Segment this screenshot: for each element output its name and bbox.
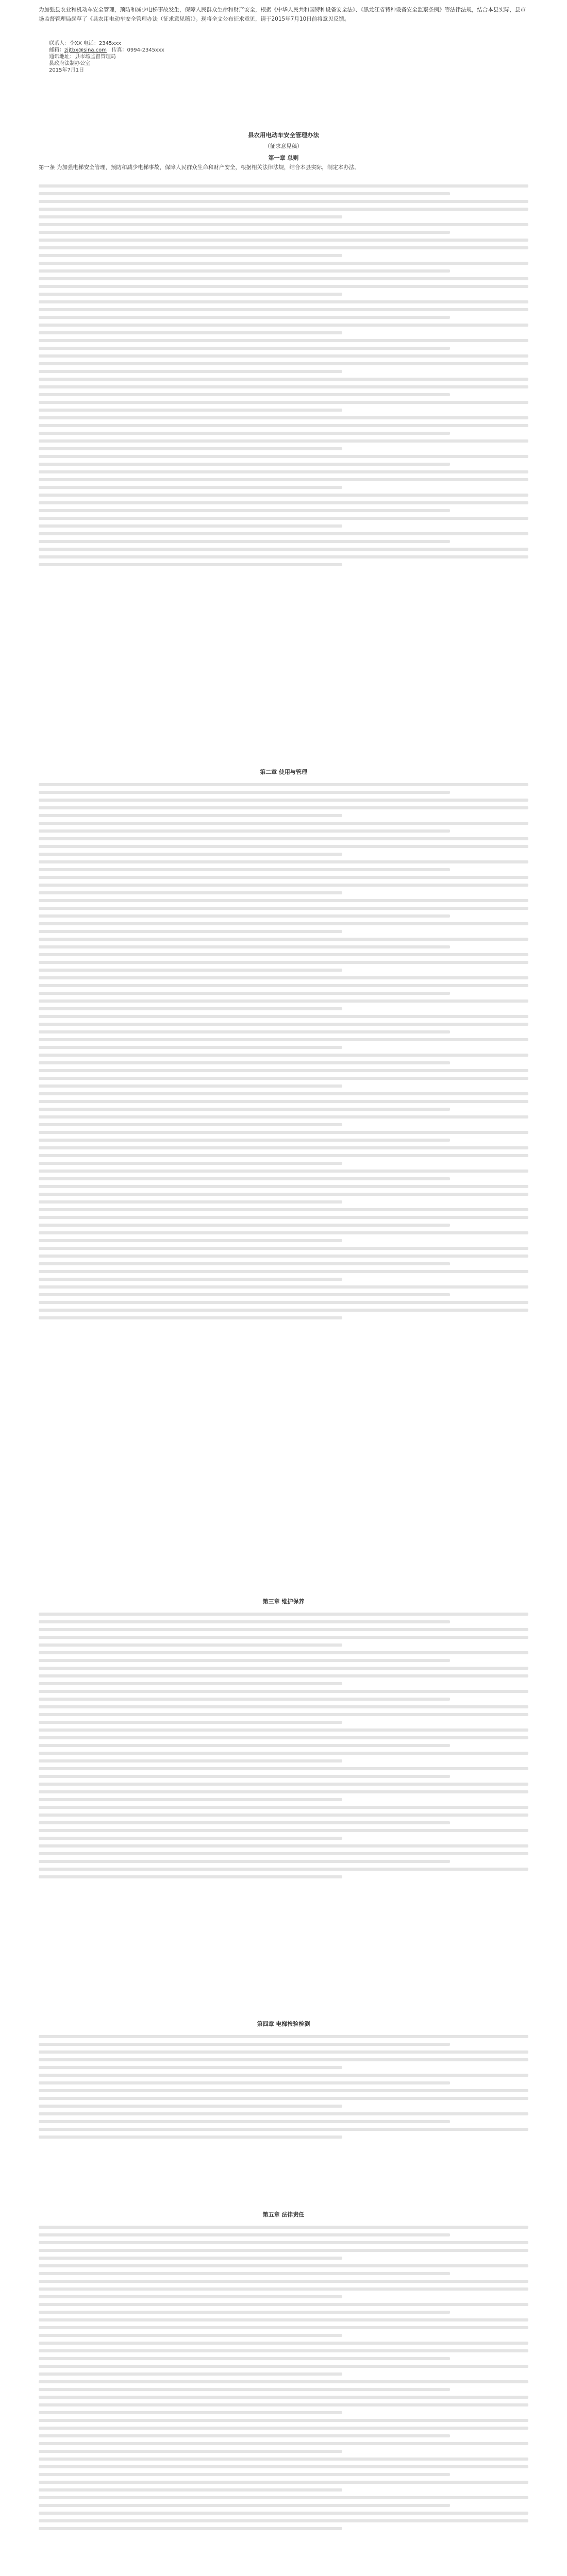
text-line	[39, 969, 342, 972]
text-line	[39, 1231, 528, 1234]
text-line	[39, 501, 528, 504]
text-line	[39, 1100, 528, 1103]
text-line	[39, 799, 528, 802]
text-line	[39, 1108, 450, 1111]
text-line	[39, 2380, 528, 2383]
text-line	[39, 1293, 450, 1296]
text-line	[39, 1775, 450, 1778]
text-line	[39, 239, 528, 242]
text-line	[39, 783, 528, 786]
text-line	[39, 2081, 450, 2084]
text-line	[39, 2233, 450, 2236]
text-line	[39, 540, 450, 543]
text-line	[39, 2226, 528, 2229]
contact-email-link[interactable]: zjjtbx@sina.com	[64, 47, 107, 53]
text-line	[39, 331, 342, 334]
text-line	[39, 486, 342, 489]
text-line	[39, 2427, 528, 2430]
text-line	[39, 2349, 528, 2352]
text-line	[39, 876, 528, 879]
text-line	[39, 2388, 450, 2391]
text-line	[39, 246, 528, 249]
text-line	[39, 354, 528, 358]
text-line	[39, 447, 342, 450]
text-line	[39, 1054, 528, 1057]
text-line	[39, 494, 528, 497]
text-line	[39, 2035, 528, 2038]
text-line	[39, 555, 528, 558]
text-line	[39, 1651, 528, 1654]
text-line	[39, 1193, 528, 1196]
text-line	[39, 1806, 528, 1809]
text-line	[39, 1084, 342, 1088]
text-line	[39, 2136, 342, 2139]
text-line	[39, 1061, 450, 1064]
text-line	[39, 1023, 528, 1026]
text-line	[39, 2442, 528, 2445]
text-line	[39, 2295, 342, 2298]
text-line	[39, 1752, 528, 1755]
text-line	[39, 845, 528, 848]
body-text-section-4	[39, 2031, 528, 2143]
text-line	[39, 470, 528, 473]
text-line	[39, 961, 528, 964]
chapter-heading-1: 第一章 总则	[268, 155, 299, 161]
text-line	[39, 393, 450, 396]
text-line	[39, 277, 528, 280]
text-line	[39, 1030, 450, 1033]
text-line	[39, 432, 450, 435]
text-line	[39, 791, 450, 794]
text-line	[39, 837, 528, 840]
text-line	[39, 1837, 342, 1840]
document-subtitle: （征求意见稿）	[264, 143, 303, 149]
text-line	[39, 1690, 528, 1693]
text-line	[39, 293, 342, 296]
text-line	[39, 860, 528, 863]
text-line	[39, 517, 528, 520]
text-line	[39, 2112, 528, 2115]
text-line	[39, 1613, 528, 1616]
text-line	[39, 938, 528, 941]
text-line	[39, 806, 528, 809]
text-line	[39, 370, 342, 373]
text-line	[39, 532, 528, 535]
text-line	[39, 2280, 528, 2283]
text-line	[39, 1015, 528, 1018]
text-line	[39, 2264, 528, 2267]
text-line	[39, 1705, 528, 1708]
text-line	[39, 1767, 528, 1770]
text-line	[39, 1278, 342, 1281]
text-line	[39, 1162, 342, 1165]
chapter-heading-2: 第二章 使用与管理	[260, 769, 307, 775]
text-line	[39, 1674, 528, 1677]
text-line	[39, 2311, 450, 2314]
text-line	[39, 1123, 342, 1126]
text-line	[39, 1154, 528, 1157]
text-line	[39, 2419, 528, 2422]
text-line	[39, 1139, 450, 1142]
text-line	[39, 1270, 528, 1273]
text-line	[39, 2403, 528, 2406]
text-line	[39, 478, 528, 481]
text-line	[39, 184, 528, 188]
text-line	[39, 2249, 528, 2252]
contact-date: 2015年7月1日	[49, 67, 85, 73]
text-line	[39, 976, 528, 979]
text-line	[39, 1790, 528, 1793]
text-line	[39, 347, 450, 350]
text-line	[39, 1643, 342, 1647]
text-line	[39, 1667, 528, 1670]
text-line	[39, 223, 528, 226]
text-line	[39, 300, 528, 303]
text-line	[39, 439, 528, 443]
text-line	[39, 1285, 528, 1289]
text-line	[39, 401, 528, 404]
text-line	[39, 899, 528, 902]
text-line	[39, 416, 528, 419]
text-line	[39, 1628, 528, 1631]
text-line	[39, 829, 450, 833]
text-line	[39, 192, 450, 195]
text-line	[39, 424, 528, 427]
contact-phone-value: 李XX 电话：2345xxx	[70, 41, 122, 46]
text-line	[39, 1038, 528, 1041]
text-line	[39, 254, 342, 257]
text-line	[39, 2365, 528, 2368]
text-line	[39, 1115, 528, 1118]
text-line	[39, 463, 450, 466]
text-line	[39, 2097, 528, 2100]
text-line	[39, 1744, 450, 1747]
text-line	[39, 884, 528, 887]
text-line	[39, 2089, 528, 2092]
text-line	[39, 2512, 528, 2515]
text-line	[39, 1216, 528, 1219]
text-line	[39, 324, 528, 327]
text-line	[39, 2527, 342, 2530]
text-line	[39, 1860, 450, 1863]
text-line	[39, 1829, 528, 1832]
article-1: 第一条 为加强电梯安全管理，预防和减少电梯事故，保障人民群众生命和财产安全，根据相关法律法规，结合本县实际，制定本办法。	[39, 164, 360, 171]
text-line	[39, 2473, 450, 2476]
text-line	[39, 1316, 342, 1319]
text-line	[39, 2396, 528, 2399]
text-line	[39, 2411, 342, 2414]
text-line	[39, 2272, 450, 2275]
text-line	[39, 907, 528, 910]
contact-address-1: 通讯地址：县市场监督管理局	[49, 54, 116, 60]
body-text-section-3	[39, 1608, 528, 1883]
text-line	[39, 308, 528, 311]
text-line	[39, 285, 528, 288]
intro-paragraph: 为加强县农业和机动车安全管理，预防和减少电梯事故发生，保障人民群众生命和财产安全，根据《中华人民共和国特种设备安全法》、《黑龙江省特种设备安全监察条例》等法律法规，结合本县实际，县市场监督管理局起草了《县农用电动车安全管理办法（征求意见稿）》。现将全文公布征求意见，请于2015年7月10日前将意见反馈。	[39, 7, 526, 22]
text-line	[39, 1682, 342, 1685]
text-line	[39, 339, 528, 342]
text-line	[39, 953, 528, 956]
contact-address-2: 县政府法制办公室	[49, 61, 90, 66]
text-line	[39, 563, 342, 566]
text-line	[39, 2450, 342, 2453]
text-line	[39, 1301, 528, 1304]
text-line	[39, 2257, 342, 2260]
text-line	[39, 992, 450, 995]
text-line	[39, 891, 342, 894]
contact-block	[49, 40, 164, 74]
chapter-heading-5: 第五章 法律责任	[262, 2211, 305, 2218]
text-line	[39, 1844, 528, 1848]
text-line	[39, 2241, 528, 2244]
text-line	[39, 409, 342, 412]
body-text-section-1	[39, 180, 528, 571]
contact-fax: 传真：0994-2345xxx	[111, 47, 164, 53]
document-title: 县农用电动车安全管理办法	[248, 131, 319, 139]
text-line	[39, 1309, 528, 1312]
contact-email-row	[49, 47, 164, 54]
text-line	[39, 2496, 528, 2499]
text-line	[39, 853, 342, 856]
text-line	[39, 945, 450, 948]
text-line	[39, 262, 528, 265]
text-line	[39, 1092, 528, 1095]
text-line	[39, 2074, 528, 2077]
text-line	[39, 1721, 342, 1724]
text-line	[39, 2326, 528, 2329]
text-line	[39, 1069, 528, 1072]
text-line	[39, 1046, 342, 1049]
text-line	[39, 914, 450, 918]
text-line	[39, 1185, 528, 1188]
text-line	[39, 2287, 528, 2291]
text-line	[39, 2465, 528, 2468]
text-line	[39, 231, 450, 234]
text-line	[39, 455, 528, 458]
text-line	[39, 378, 528, 381]
text-line	[39, 1636, 528, 1639]
text-line	[39, 215, 342, 218]
text-line	[39, 2128, 528, 2131]
text-line	[39, 1131, 528, 1134]
text-line	[39, 2434, 450, 2437]
text-line	[39, 2519, 528, 2522]
text-line	[39, 1698, 450, 1701]
text-line	[39, 1868, 528, 1871]
text-line	[39, 1239, 342, 1242]
text-line	[39, 1814, 528, 1817]
text-line	[39, 316, 450, 319]
text-line	[39, 814, 342, 817]
text-line	[39, 1728, 528, 1732]
text-line	[39, 1659, 450, 1662]
text-line	[39, 922, 528, 925]
text-line	[39, 1713, 528, 1716]
text-line	[39, 1077, 528, 1080]
text-line	[39, 1177, 450, 1180]
text-line	[39, 984, 528, 987]
text-line	[39, 2043, 450, 2046]
text-line	[39, 2372, 342, 2376]
text-line	[39, 1200, 342, 1204]
text-line	[39, 2481, 528, 2484]
text-line	[39, 2488, 342, 2492]
text-line	[39, 1821, 450, 1824]
text-line	[39, 2504, 450, 2507]
text-line	[39, 1875, 342, 1878]
text-line	[39, 269, 450, 273]
text-line	[39, 2357, 450, 2360]
text-line	[39, 822, 528, 825]
text-line	[39, 1852, 528, 1855]
text-line	[39, 2334, 342, 2337]
text-line	[39, 524, 342, 528]
contact-phone-label: 联系人：	[49, 41, 70, 46]
text-line	[39, 1783, 528, 1786]
contact-phone	[49, 40, 164, 47]
text-line	[39, 1208, 528, 1211]
body-text-section-2	[39, 779, 528, 1324]
text-line	[39, 1255, 528, 1258]
contact-email-label: 邮箱：	[49, 47, 64, 53]
text-line	[39, 2120, 450, 2123]
text-line	[39, 1224, 450, 1227]
text-line	[39, 1759, 342, 1762]
text-line	[39, 1007, 342, 1010]
text-line	[39, 2458, 528, 2461]
body-text-section-5	[39, 2222, 528, 2535]
text-line	[39, 1247, 528, 1250]
text-line	[39, 2050, 528, 2054]
text-line	[39, 362, 528, 365]
text-line	[39, 999, 528, 1003]
text-line	[39, 1620, 450, 1623]
text-line	[39, 2342, 528, 2345]
text-line	[39, 2058, 528, 2061]
text-line	[39, 1146, 528, 1149]
article-text-1	[39, 164, 528, 172]
text-line	[39, 2303, 528, 2306]
text-line	[39, 509, 450, 512]
text-line	[39, 2066, 342, 2069]
text-line	[39, 1262, 450, 1265]
text-line	[39, 2105, 342, 2108]
chapter-heading-3: 第三章 维护保养	[262, 1598, 305, 1605]
text-line	[39, 200, 528, 203]
text-line	[39, 548, 528, 551]
text-line	[39, 208, 528, 211]
text-line	[39, 1798, 342, 1801]
text-line	[39, 1736, 528, 1739]
text-line	[39, 385, 528, 388]
text-line	[39, 868, 450, 871]
chapter-heading-4: 第四章 电梯检验检测	[257, 2021, 310, 2027]
text-line	[39, 2318, 528, 2321]
text-line	[39, 1170, 528, 1173]
text-line	[39, 930, 342, 933]
